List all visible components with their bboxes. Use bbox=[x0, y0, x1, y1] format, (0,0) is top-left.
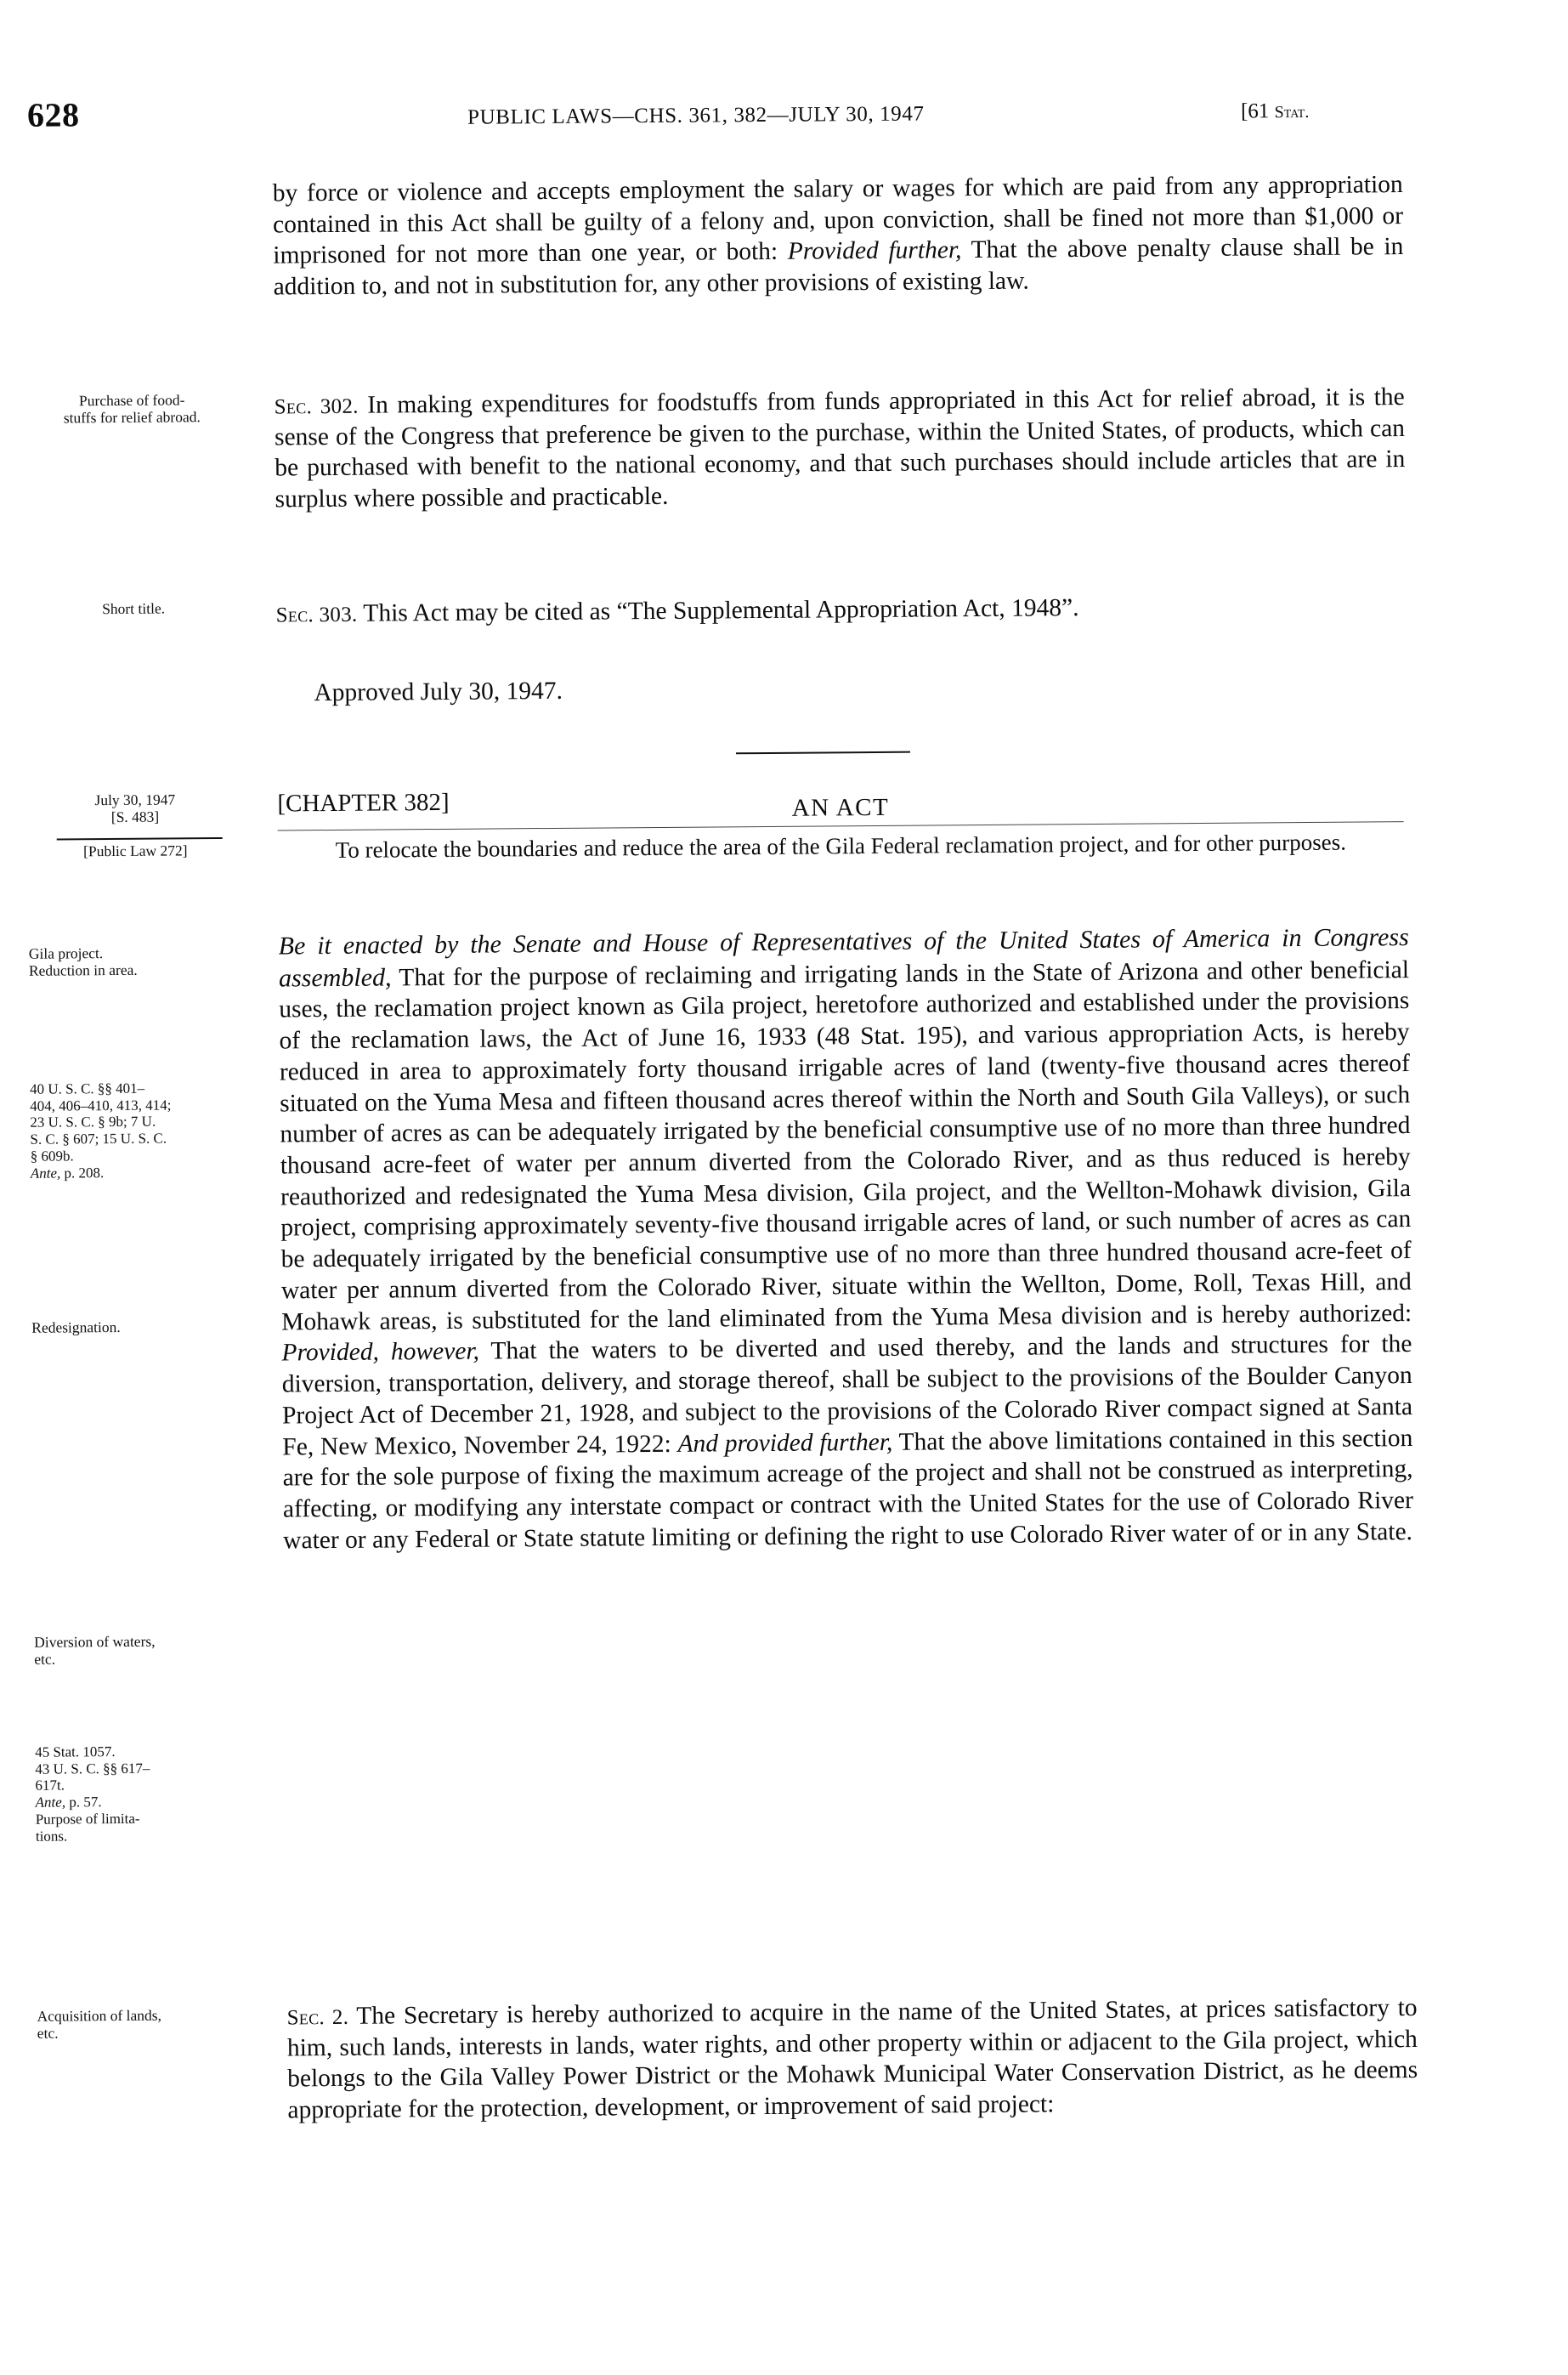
body-section-2: Sec. 2. The Secretary is hereby authorized to acquire in the name of the United States, at prices satisfactory to him, such lands, interests in lands, water rights, and other property within or adjacent to the Gila project, which belongs to the Gila Valley Power District or the Mohawk Municipal Water Conservation District, as he deems appropriate for the protection, development, or improvement of said project: bbox=[286, 1994, 1418, 2124]
margin-note-acquisition-lands: Acquisition of lands, etc. bbox=[37, 2006, 161, 2043]
margin-note-gila-project: Gila project. Reduction in area. bbox=[28, 944, 138, 980]
body-section-302: Sec. 302. In making expenditures for foodstuffs from funds appropriated in this Act for relief abroad, it is the sense of the Congress that preference be given to the purchase, within the United States, of products, which can be purchased with benefit to the national economy, and that such purchases should include articles that are in surplus where possible and practicable. bbox=[274, 383, 1406, 513]
act-heading: AN ACT bbox=[791, 793, 890, 822]
margin-note-usc-citation: 40 U. S. C. §§ 401– 404, 406–410, 413, 414; 23 U. S. C. § 9b; 7 U. S. C. § 607; 15 U. S. C. § 609b. Ante, p. 208. bbox=[29, 1080, 172, 1182]
body-section-303: Sec. 303. This Act may be cited as “The Supplemental Appropriation Act, 1948”. bbox=[275, 594, 1079, 627]
running-head: PUBLIC LAWS—CHS. 361, 382—JULY 30, 1947 bbox=[467, 102, 925, 129]
margin-note-public-law: [Public Law 272] bbox=[83, 842, 188, 860]
chapter-heading: [CHAPTER 382] bbox=[277, 788, 450, 818]
page-number: 628 bbox=[26, 95, 80, 134]
margin-rule-1 bbox=[57, 837, 223, 841]
margin-note-diversion-waters: Diversion of waters, etc. bbox=[34, 1632, 156, 1669]
margin-note-redesignation: Redesignation. bbox=[31, 1318, 121, 1336]
approved-line: Approved July 30, 1947. bbox=[314, 677, 563, 707]
margin-note-stat-1057: 45 Stat. 1057. 43 U. S. C. §§ 617– 617t. Ante, p. 57. Purpose of limita- tions. bbox=[35, 1743, 150, 1845]
act-subtitle: To relocate the boundaries and reduce the area of the Gila Federal reclamation project, and for other purposes. bbox=[335, 829, 1347, 863]
margin-note-purchase-foodstuffs: Purchase of food- stuffs for relief abroad. bbox=[63, 391, 201, 427]
statute-reference: [61 Stat. bbox=[1240, 99, 1310, 123]
body-section-1: Be it enacted by the Senate and House of Representatives of the United States of America in Congress assembled, That for the purpose of reclaiming and irrigating lands in the State of Arizona and other beneficial uses, the reclamation project known as Gila project, heretofore authorized and established under the provisions of the reclamation laws, the Act of June 16, 1933 (48 Stat. 195), and various appropriation Acts, is hereby reduced in area to approximately forty thousand irrigable acres of land (twenty-five thousand acres thereof situated on the Yuma Mesa and fifteen thousand acres thereof within the North and South Gila Valleys), or such number of acres as can be adequately irrigated by the beneficial consumptive use of no more than three hundred thousand acre-feet of water per annum diverted from the Colorado River, and as thus reduced is hereby reauthorized and redesignated the Yuma Mesa division, Gila project, and the Wellton-Mohawk division, Gila project, comprising approximately seventy-five thousand irrigable acres of land, or such number of acres as can be adequately irrigated by the beneficial consumptive use of no more than three hundred thousand acre-feet of water per annum diverted from the Colorado River, situate within the Wellton, Dome, Roll, Texas Hill, and Mohawk areas, is substituted for the land eliminated from the Yuma Mesa division and is hereby authorized: Provided, however, That the waters to be diverted and used thereby, and the lands and structures for the diversion, transportation, delivery, and storage thereof, shall be subject to the provisions of the Boulder Canyon Project Act of December 21, 1928, and subject to the provisions of the Colorado River compact signed at Santa Fe, New Mexico, November 24, 1922: And provided further, That the above limitations contained in this section are for the sole purpose of fixing the maximum acreage of the project and shall not be construed as interpreting, affecting, or modifying any interstate compact or contract with the United States for the use of Colorado River water or any Federal or State statute limiting or defining the right to use Colorado River water of or in any State. bbox=[278, 923, 1414, 1555]
body-paragraph-continued: by force or violence and accepts employment the salary or wages for which are paid from any appropriation contained in this Act shall be guilty of a felony and, upon conviction, shall be fined not more than $1,000 or imprisoned for not more than one year, or both: Provided further, That the above penalty clause shall be in addition to, and not in substitution for, any other provisions of existing law. bbox=[272, 171, 1404, 301]
margin-note-short-title: Short title. bbox=[102, 599, 166, 618]
heading-divider-rule bbox=[736, 751, 910, 755]
margin-note-date-line: July 30, 1947 [S. 483] bbox=[94, 791, 176, 826]
